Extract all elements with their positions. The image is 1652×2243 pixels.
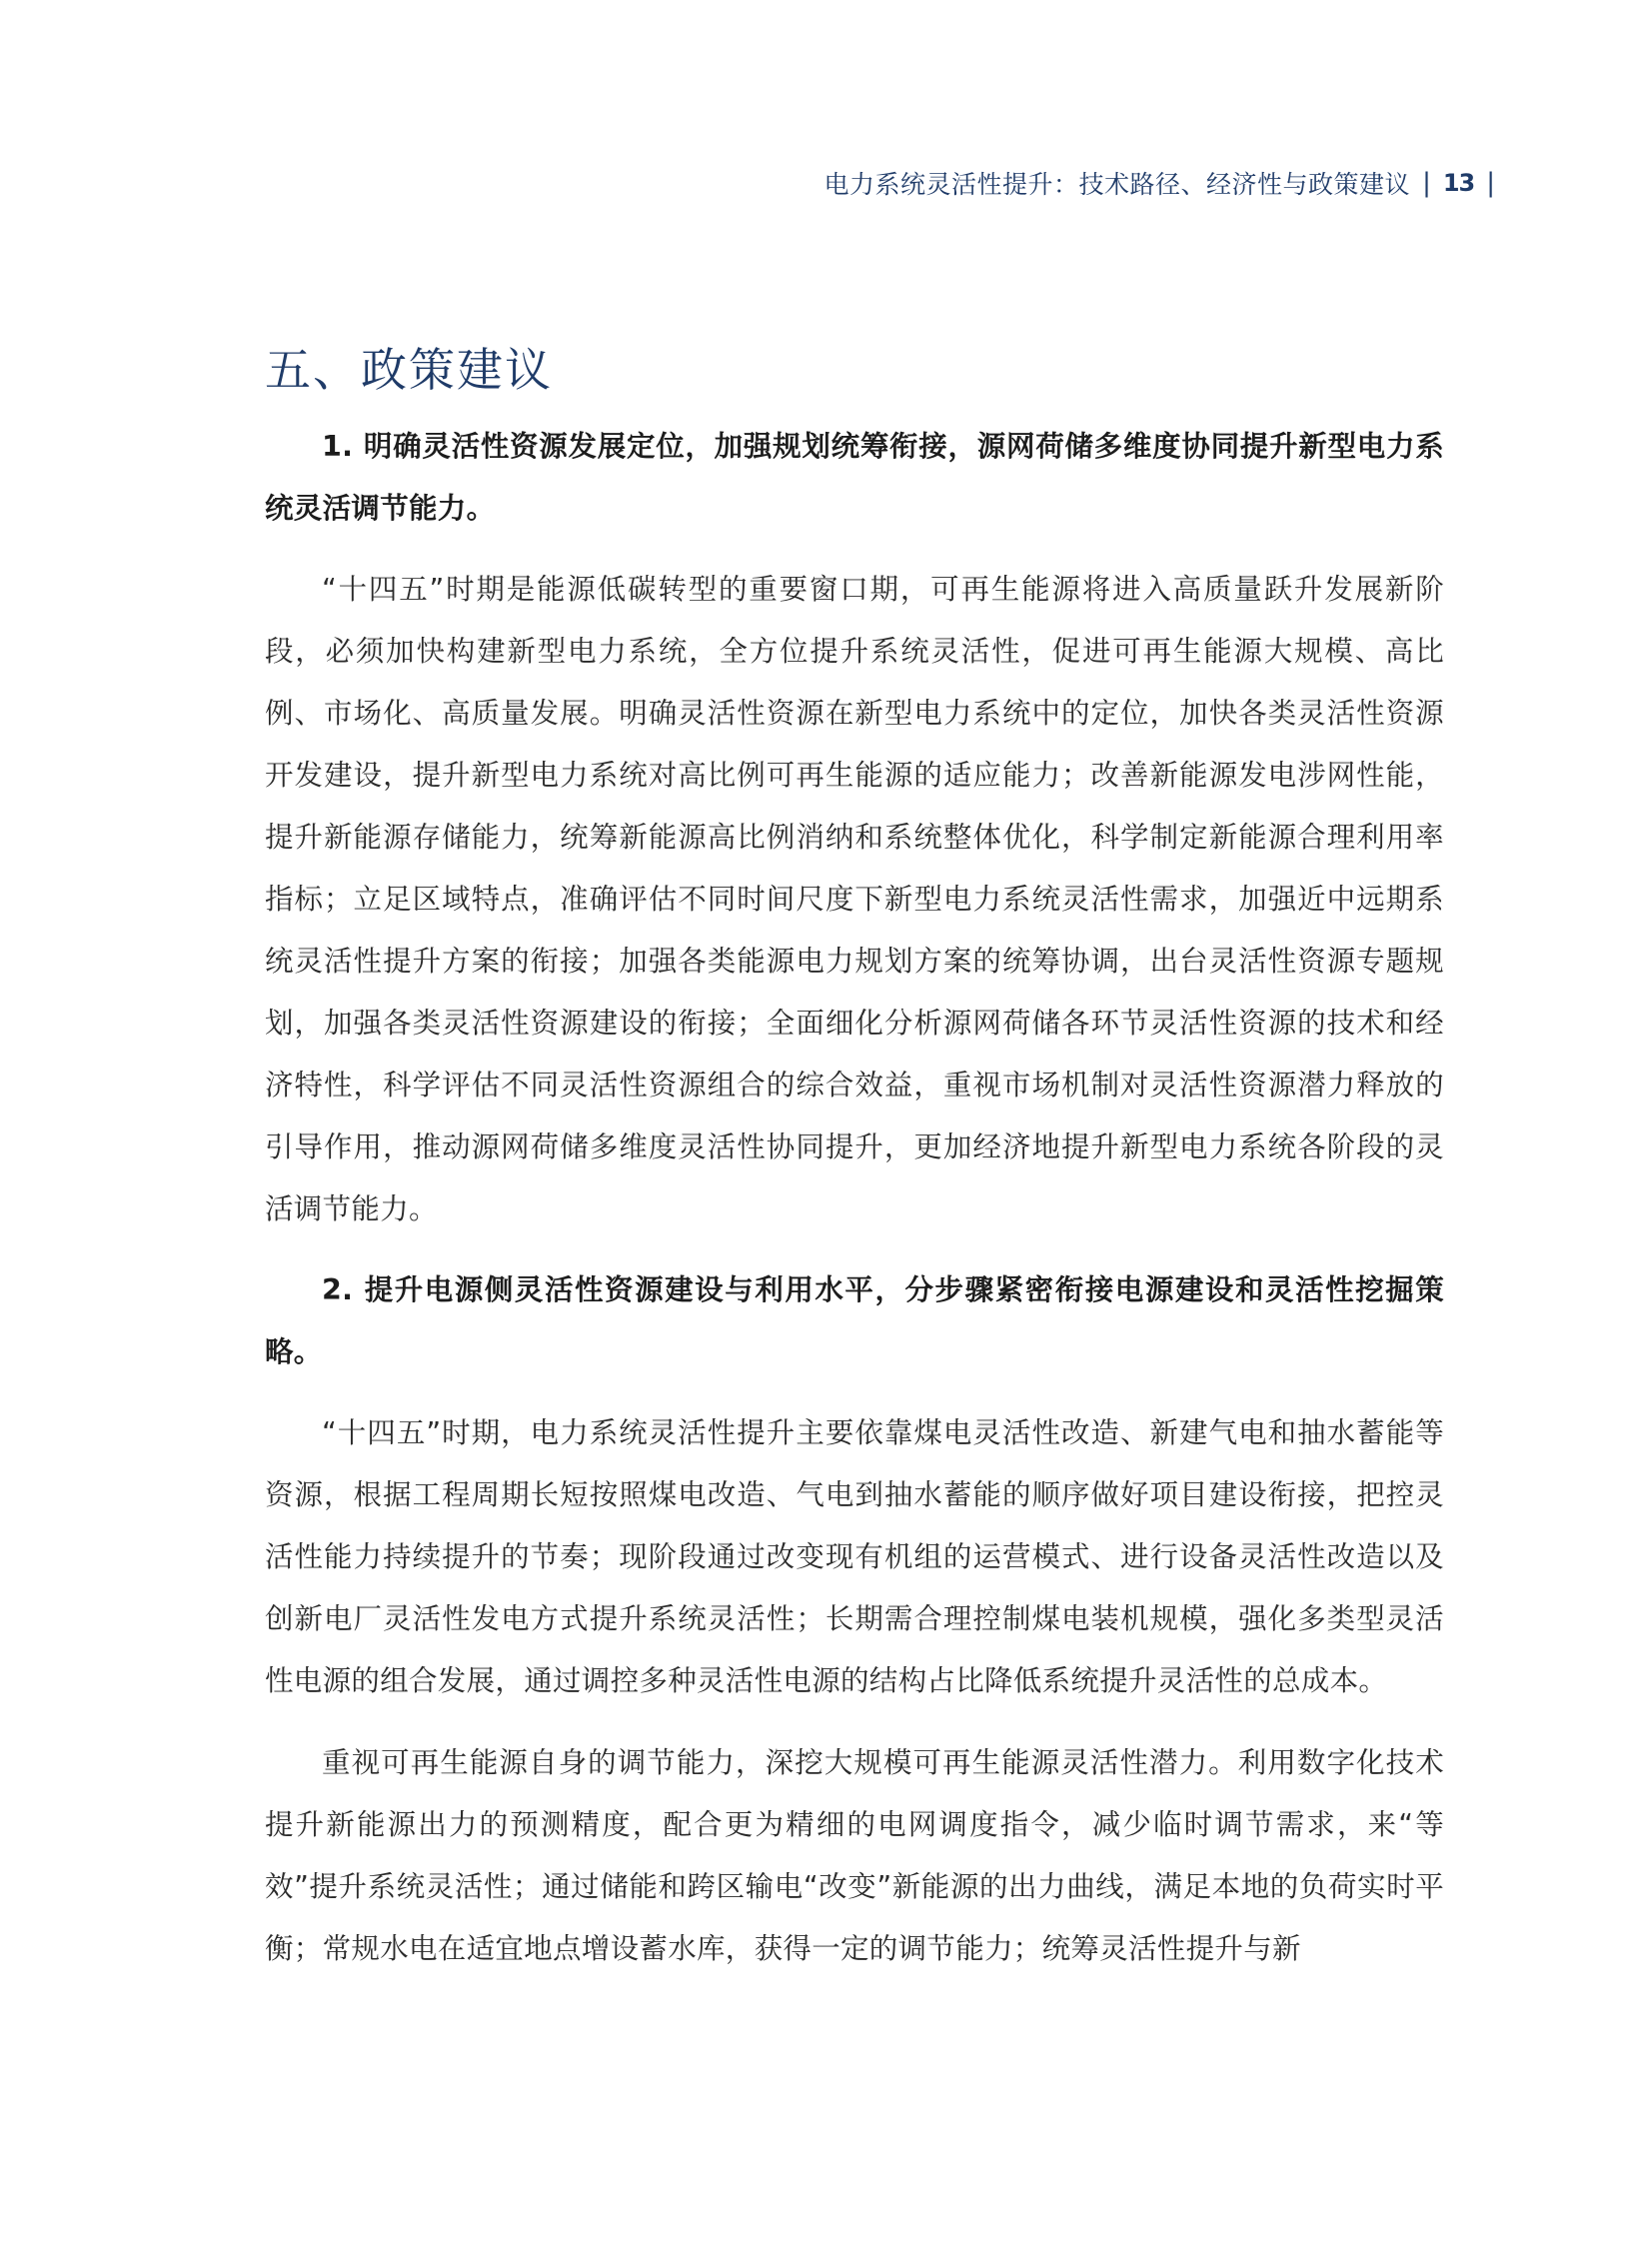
report-title: 电力系统灵活性提升：技术路径、经济性与政策建议 (824, 170, 1411, 199)
section-title: 五、政策建议 (265, 343, 553, 397)
page-number: 13 (1442, 169, 1475, 197)
document-body (265, 416, 1444, 1980)
running-header (825, 163, 1507, 203)
body-paragraph: 重视可再生能源自身的调节能力，深挖大规模可再生能源灵活性潜力。利用数字化技术提升新能源出力的预测精度，配合更为精细的电网调度指令，减少临时调节需求，来“等效”提升系统灵活性；通过储能和跨区输电“改变”新能源的出力曲线，满足本地的负荷实时平衡；常规水电在适宜地点增设蓄水库，获得一定的调节能力；统筹灵活性提升与新 (265, 1746, 1444, 1965)
page-separator-right: | (1486, 168, 1495, 198)
page-separator-left: | (1422, 168, 1431, 198)
policy-heading-1: 1. 明确灵活性资源发展定位，加强规划统筹衔接，源网荷储多维度协同提升新型电力系统灵活调节能力。 (265, 430, 1444, 525)
body-paragraph: “十四五”时期是能源低碳转型的重要窗口期，可再生能源将进入高质量跃升发展新阶段，必须加快构建新型电力系统，全方位提升系统灵活性，促进可再生能源大规模、高比例、市场化、高质量发展。明确灵活性资源在新型电力系统中的定位，加快各类灵活性资源开发建设，提升新型电力系统对高比例可再生能源的适应能力；改善新能源发电涉网性能，提升新能源存储能力，统筹新能源高比例消纳和系统整体优化，科学制定新能源合理利用率指标；立足区域特点，准确评估不同时间尺度下新型电力系统灵活性需求，加强近中远期系统灵活性提升方案的衔接；加强各类能源电力规划方案的统筹协调，出台灵活性资源专题规划，加强各类灵活性资源建设的衔接；全面细化分析源网荷储各环节灵活性资源的技术和经济特性，科学评估不同灵活性资源组合的综合效益，重视市场机制对灵活性资源潜力释放的引导作用，推动源网荷储多维度灵活性协同提升，更加经济地提升新型电力系统各阶段的灵活调节能力。 (265, 573, 1444, 1225)
body-paragraph: “十四五”时期，电力系统灵活性提升主要依靠煤电灵活性改造、新建气电和抽水蓄能等资源，根据工程周期长短按照煤电改造、气电到抽水蓄能的顺序做好项目建设衔接，把控灵活性能力持续提升的节奏；现阶段通过改变现有机组的运营模式、进行设备灵活性改造以及创新电厂灵活性发电方式提升系统灵活性；长期需合理控制煤电装机规模，强化多类型灵活性电源的组合发展，通过调控多种灵活性电源的结构占比降低系统提升灵活性的总成本。 (265, 1416, 1444, 1697)
policy-heading-2: 2. 提升电源侧灵活性资源建设与利用水平，分步骤紧密衔接电源建设和灵活性挖掘策略。 (265, 1273, 1444, 1368)
